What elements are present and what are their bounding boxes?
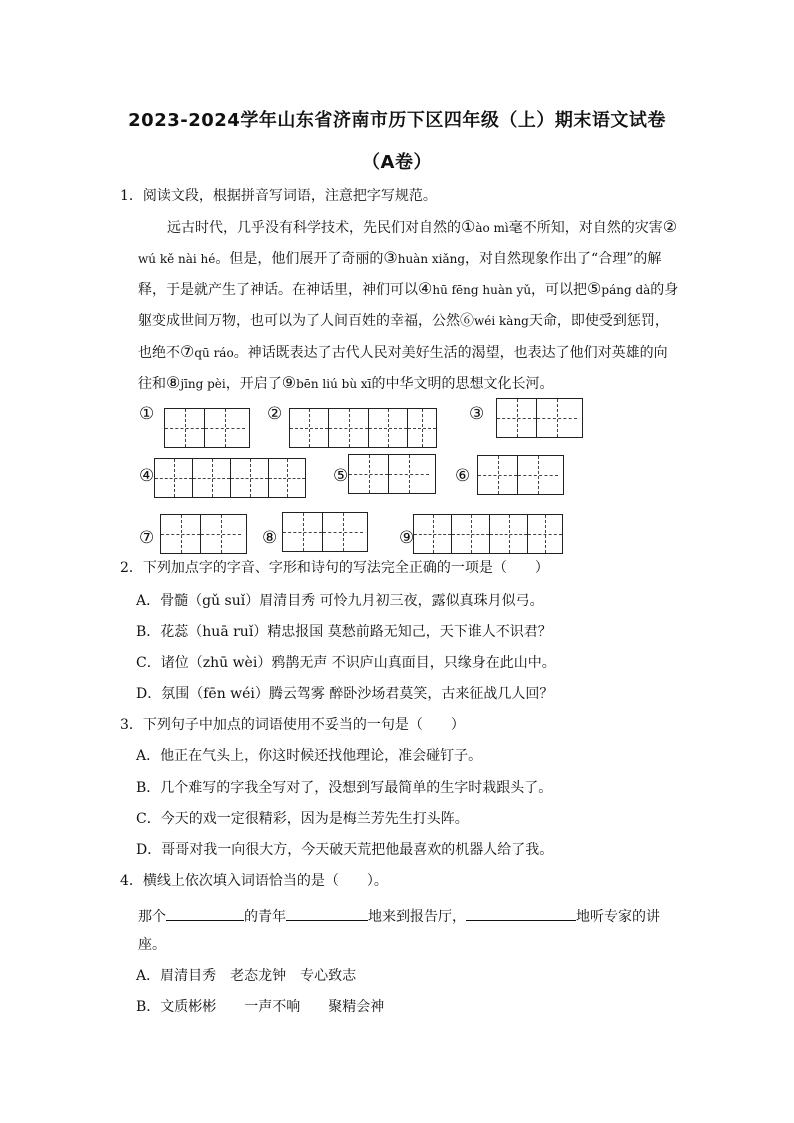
- exam-subtitle: （A卷）: [362, 152, 432, 173]
- circled-number: ②: [662, 217, 678, 236]
- text: 。神话既表达了古代人民对美好生活的渴望，也表达了他们对英雄的向: [233, 345, 668, 361]
- text: 释，于是就产生了神话。在神话里，神们可以: [138, 282, 418, 298]
- fill-blank-1[interactable]: [166, 904, 244, 921]
- pinyin: wéi kàng: [474, 314, 529, 328]
- grid-label-1: ①: [139, 404, 155, 424]
- text: 那个: [138, 909, 166, 925]
- text: 毫不所知，对自然的灾害: [508, 220, 663, 236]
- text: 也绝不: [138, 345, 180, 361]
- q3-option-b[interactable]: B．几个难写的字我全写对了，没想到写最简单的生字时栽跟头了。: [136, 780, 553, 796]
- writing-grid-6[interactable]: [477, 455, 564, 495]
- q3-option-a[interactable]: A．他正在气头上，你这时候还找他理论，准会碰钉子。: [136, 748, 483, 764]
- text: 的青年: [244, 909, 286, 925]
- grid-label-3: ③: [469, 404, 485, 424]
- text: 地来到报告厅，: [368, 909, 466, 925]
- writing-grid-1[interactable]: [164, 408, 250, 448]
- text: 躯变成世间万物，也可以为了人间百姓的幸福，公然⑥: [138, 313, 474, 329]
- text: 的中华文明的思想文化长河。: [371, 376, 554, 392]
- text: ，可以把: [531, 282, 588, 298]
- circled-number: ⑨: [281, 373, 297, 392]
- q1-para-line-3: [138, 279, 678, 300]
- q2-stem: 2．下列加点字的字音、字形和诗句的写法完全正确的一项是（ ）: [120, 560, 549, 576]
- q3-option-c[interactable]: C．今天的戏一定很精彩，因为是梅兰芳先生打头阵。: [136, 811, 469, 827]
- circled-number: ⑧: [166, 373, 181, 392]
- writing-grid-8[interactable]: [282, 512, 368, 552]
- pinyin: páng dà: [601, 283, 651, 297]
- text: 的身: [650, 282, 679, 298]
- q1-para-line-1: [167, 217, 677, 238]
- fill-blank-3[interactable]: [466, 904, 576, 921]
- writing-grid-2[interactable]: [289, 408, 437, 448]
- q4-option-a[interactable]: A．眉清目秀 老态龙钟 专心致志: [136, 968, 357, 984]
- circled-number: ⑦: [180, 342, 195, 361]
- pinyin: bēn liú bù xī: [296, 377, 372, 391]
- grid-label-5: ⑤: [333, 466, 349, 486]
- grid-label-9: ⑨: [399, 528, 415, 548]
- text: 远古时代，几乎没有科学技术，先民们对自然的: [167, 220, 461, 236]
- text: 往和: [138, 376, 166, 392]
- writing-grid-5[interactable]: [348, 454, 436, 494]
- q4-sentence-line-2: 座。: [138, 937, 166, 953]
- q2-option-c[interactable]: C．诸位（zhū wèi）鸦鹊无声 不识庐山真面目，只缘身在此山中。: [136, 655, 556, 671]
- circled-number: ⑤: [587, 279, 602, 298]
- pinyin: huàn xiǎng: [397, 252, 466, 266]
- writing-grid-9[interactable]: [413, 514, 563, 554]
- grid-label-7: ⑦: [139, 528, 155, 548]
- q1-para-line-2: [138, 248, 661, 269]
- text: 。但是，他们展开了奇丽的: [215, 251, 384, 267]
- q3-stem: 3．下列句子中加点的词语使用不妥当的一句是（ ）: [120, 717, 465, 733]
- writing-grid-7[interactable]: [160, 514, 247, 554]
- exam-title: 2023-2024学年山东省济南市历下区四年级（上）期末语文试卷: [128, 110, 666, 131]
- q4-stem: 4．横线上依次填入词语恰当的是（ ）。: [120, 873, 388, 889]
- fill-blank-2[interactable]: [286, 904, 368, 921]
- q4-sentence-line-1: [138, 904, 660, 927]
- q2-option-a[interactable]: A．骨髓（gǔ suǐ）眉清目秀 可怜九月初三夜，露似真珠月似弓。: [136, 593, 544, 609]
- q1-para-line-6: [138, 373, 553, 394]
- grid-label-6: ⑥: [455, 466, 471, 486]
- text: ，开启了: [225, 376, 282, 392]
- grid-label-4: ④: [139, 466, 155, 486]
- q1-stem: 1．阅读文段，根据拼音写词语，注意把字写规范。: [120, 188, 437, 204]
- q3-option-d[interactable]: D．哥哥对我一向很大方，今天破天荒把他最喜欢的机器人给了我。: [136, 842, 554, 858]
- writing-grid-3[interactable]: [496, 398, 583, 438]
- circled-number: ①: [461, 217, 476, 236]
- circled-number: ④: [418, 279, 433, 298]
- pinyin: wú kě nài hé: [138, 252, 216, 266]
- pinyin: jīng pèi: [180, 377, 226, 391]
- pinyin: hū fēng huàn yǔ: [432, 283, 532, 297]
- q1-para-line-4: [138, 311, 669, 331]
- pinyin: ào mì: [475, 221, 509, 235]
- writing-grid-4[interactable]: [154, 458, 306, 498]
- text: ，对自然现象作出了“合理”的解: [465, 251, 662, 267]
- grid-label-8: ⑧: [262, 528, 278, 548]
- q2-option-d[interactable]: D．氛围（fēn wéi）腾云驾雾 醉卧沙场君莫笑，古来征战几人回？: [136, 686, 554, 702]
- grid-label-2: ②: [267, 404, 283, 424]
- q1-para-line-5: [138, 342, 668, 363]
- circled-number: ③: [383, 248, 398, 267]
- text: 天命，即使受到惩罚，: [528, 313, 669, 329]
- pinyin: qū ráo: [194, 346, 234, 360]
- q2-option-b[interactable]: B．花蕊（huā ruǐ）精忠报国 莫愁前路无知己，天下谁人不识君？: [136, 624, 552, 640]
- q4-option-b[interactable]: B．文质彬彬 一声不响 聚精会神: [136, 999, 385, 1015]
- text: 地听专家的讲: [576, 909, 660, 925]
